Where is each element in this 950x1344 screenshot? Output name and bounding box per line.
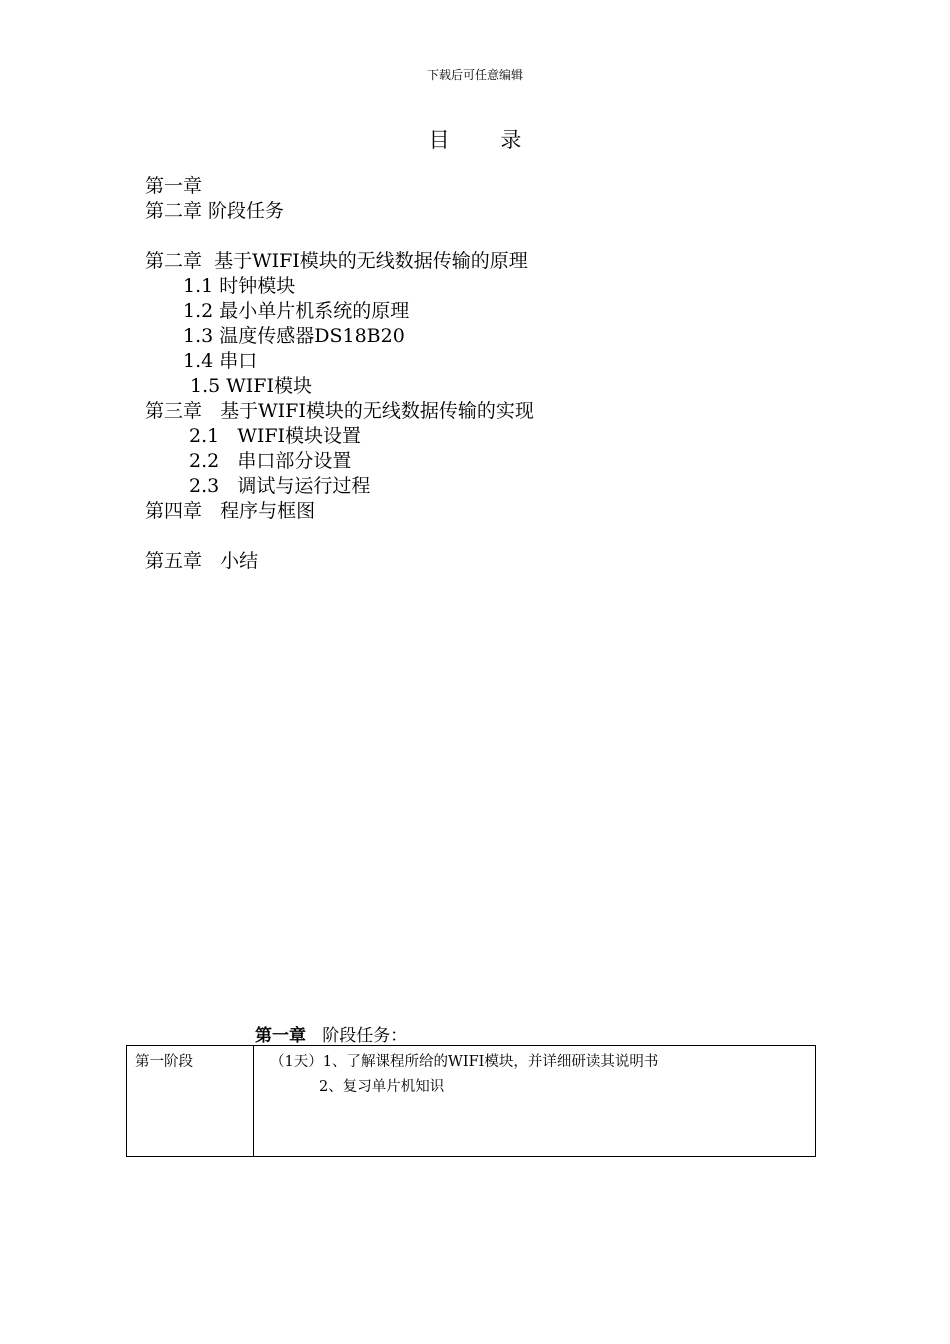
toc-entry: 1.4 串口: [183, 350, 258, 372]
toc-title: 目 录: [428, 128, 544, 152]
toc-entry: 第一章: [145, 175, 203, 197]
toc-entry: 1.3 温度传感器DS18B20: [183, 325, 405, 347]
task-line: （1天）1、了解课程所给的WIFI模块，并详细研读其说明书: [270, 1054, 659, 1070]
section-heading: [255, 1021, 407, 1046]
page-header: 下载后可任意编辑: [426, 68, 523, 82]
toc-entry: 第二章 基于WIFI模块的无线数据传输的原理: [145, 250, 528, 272]
toc-entry: 2.1 WIFI模块设置: [189, 425, 362, 447]
task-line: 2、复习单片机知识: [319, 1079, 445, 1095]
toc-entry: 2.3 调试与运行过程: [189, 475, 371, 497]
toc-entry: 第三章 基于WIFI模块的无线数据传输的实现: [145, 400, 534, 422]
toc-entry: 第二章 阶段任务: [145, 200, 285, 222]
toc-entry: 1.2 最小单片机系统的原理: [183, 300, 410, 322]
toc-entry: 1.1 时钟模块: [183, 275, 296, 297]
table-row: [127, 1046, 816, 1157]
toc-entry: 1.5 WIFI模块: [190, 375, 312, 397]
toc-entry: 第五章 小结: [145, 550, 259, 572]
toc-entry: 第四章 程序与框图: [145, 500, 316, 522]
task-table: [126, 1045, 816, 1157]
task-cell: [254, 1046, 816, 1157]
chapter-label: 第一章: [255, 1026, 306, 1046]
section-title-text: 阶段任务：: [322, 1026, 408, 1046]
toc-entry: 2.2 串口部分设置: [189, 450, 352, 472]
stage-cell: 第一阶段: [127, 1046, 254, 1157]
